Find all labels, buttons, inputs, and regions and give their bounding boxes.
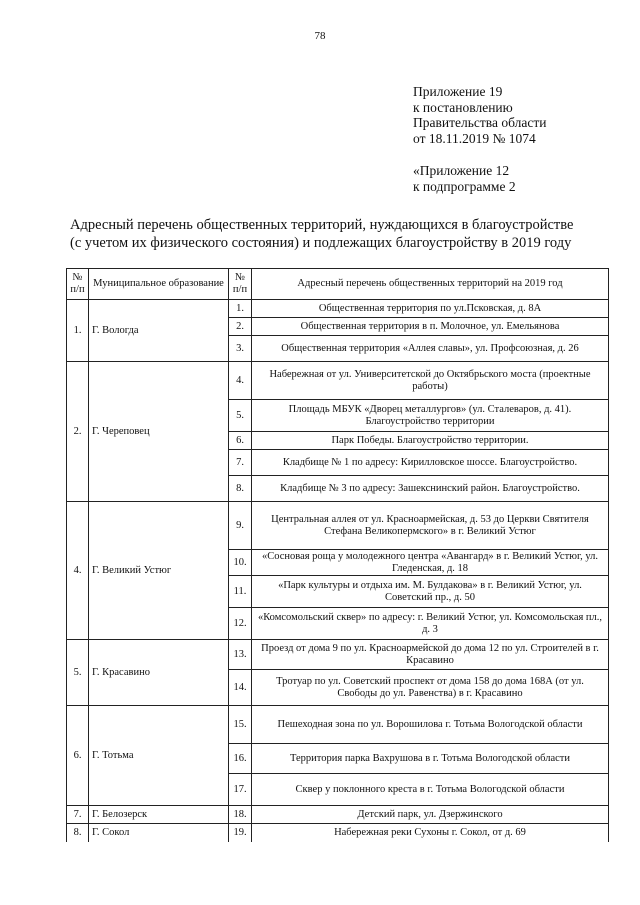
- title-line: Адресный перечень общественных территорий, нуждающихся в благоустройстве: [70, 217, 574, 233]
- table-row: [67, 362, 609, 400]
- item-number: 14.: [229, 670, 252, 706]
- appendix-quote-line: «Приложение 12: [413, 163, 510, 178]
- item-number: 8.: [229, 476, 252, 502]
- group-number: 8.: [67, 824, 89, 842]
- appendix-line: Приложение 19: [413, 84, 503, 99]
- appendix-line: Правительства области: [413, 115, 547, 130]
- municipality-name: Г. Красавино: [89, 640, 229, 706]
- territory-address: Набережная реки Сухоны г. Сокол, от д. 69: [252, 824, 609, 842]
- item-number: 3.: [229, 336, 252, 362]
- territory-address: «Комсомольский сквер» по адресу: г. Великий Устюг, ул. Комсомольская пл., д. 3: [252, 608, 609, 640]
- appendix-header: [413, 84, 546, 194]
- item-number: 2.: [229, 318, 252, 336]
- item-number: 4.: [229, 362, 252, 400]
- municipality-name: Г. Сокол: [89, 824, 229, 842]
- item-number: 13.: [229, 640, 252, 670]
- territory-address: Тротуар по ул. Советский проспект от дома 158 до дома 168А (от ул. Свободы до ул. Равенства) в г. Красавино: [252, 670, 609, 706]
- table-row: [67, 502, 609, 550]
- group-number: 6.: [67, 706, 89, 806]
- appendix-line: к постановлению: [413, 99, 513, 115]
- item-number: 17.: [229, 774, 252, 806]
- header-municipality: Муниципальное образование: [89, 269, 229, 300]
- territory-address: Площадь МБУК «Дворец металлургов» (ул. Сталеваров, д. 41). Благоустройство территории: [252, 400, 609, 432]
- item-number: 1.: [229, 300, 252, 318]
- territory-address: «Сосновая роща у молодежного центра «Авангард» в г. Великий Устюг, ул. Гледенская, д. 18: [252, 550, 609, 576]
- table-header-row: [67, 269, 609, 300]
- document-title: [70, 216, 610, 252]
- municipality-name: Г. Великий Устюг: [89, 502, 229, 640]
- territory-address: Кладбище № 3 по адресу: Зашекснинский район. Благоустройство.: [252, 476, 609, 502]
- item-number: 9.: [229, 502, 252, 550]
- group-number: 1.: [67, 300, 89, 362]
- territory-address: «Парк культуры и отдыха им. М. Булдакова» в г. Великий Устюг, ул. Советский пр., д. 50: [252, 576, 609, 608]
- appendix-line: от 18.11.2019 № 1074: [413, 130, 536, 146]
- group-number: 2.: [67, 362, 89, 502]
- item-number: 10.: [229, 550, 252, 576]
- municipality-name: Г. Белозерск: [89, 806, 229, 824]
- municipality-name: Г. Череповец: [89, 362, 229, 502]
- territory-address: Парк Победы. Благоустройство территории.: [252, 432, 609, 450]
- territory-address: Общественная территория «Аллея славы», ул. Профсоюзная, д. 26: [252, 336, 609, 362]
- territory-address: Сквер у поклонного креста в г. Тотьма Вологодской области: [252, 774, 609, 806]
- territory-table: [66, 268, 609, 842]
- table-body: [67, 300, 609, 842]
- item-number: 7.: [229, 450, 252, 476]
- table-row: [67, 706, 609, 744]
- territory-address: Пешеходная зона по ул. Ворошилова г. Тотьма Вологодской области: [252, 706, 609, 744]
- territory-address: Общественная территория по ул.Псковская, д. 8А: [252, 300, 609, 318]
- item-number: 16.: [229, 744, 252, 774]
- territory-address: Общественная территория в п. Молочное, ул. Емельянова: [252, 318, 609, 336]
- table-row: [67, 300, 609, 318]
- group-number: 5.: [67, 640, 89, 706]
- municipality-name: Г. Вологда: [89, 300, 229, 362]
- item-number: 15.: [229, 706, 252, 744]
- header-address: Адресный перечень общественных территорий на 2019 год: [252, 269, 609, 300]
- table-row: [67, 806, 609, 824]
- municipality-name: Г. Тотьма: [89, 706, 229, 806]
- header-no: № п/п: [229, 269, 252, 300]
- territory-address: Кладбище № 1 по адресу: Кирилловское шоссе. Благоустройство.: [252, 450, 609, 476]
- title-line: (с учетом их физического состояния) и подлежащих благоустройству в 2019 году: [70, 235, 572, 251]
- page-number: 78: [314, 30, 326, 42]
- group-number: 7.: [67, 806, 89, 824]
- header-num: № п/п: [67, 269, 89, 300]
- item-number: 6.: [229, 432, 252, 450]
- table-row: [67, 640, 609, 670]
- territory-address: Территория парка Вахрушова в г. Тотьма Вологодской области: [252, 744, 609, 774]
- item-number: 5.: [229, 400, 252, 432]
- territory-address: Проезд от дома 9 по ул. Красноармейской до дома 12 по ул. Строителей в г. Красавино: [252, 640, 609, 670]
- item-number: 19.: [229, 824, 252, 842]
- table-row: [67, 824, 609, 842]
- territory-address: Центральная аллея от ул. Красноармейская, д. 53 до Церкви Святителя Стефана Великопермского» в г. Великий Устюг: [252, 502, 609, 550]
- item-number: 11.: [229, 576, 252, 608]
- appendix-quote-line: к подпрограмме 2: [413, 178, 516, 194]
- item-number: 12.: [229, 608, 252, 640]
- group-number: 4.: [67, 502, 89, 640]
- territory-address: Набережная от ул. Университетской до Октябрьского моста (проектные работы): [252, 362, 609, 400]
- item-number: 18.: [229, 806, 252, 824]
- territory-address: Детский парк, ул. Дзержинского: [252, 806, 609, 824]
